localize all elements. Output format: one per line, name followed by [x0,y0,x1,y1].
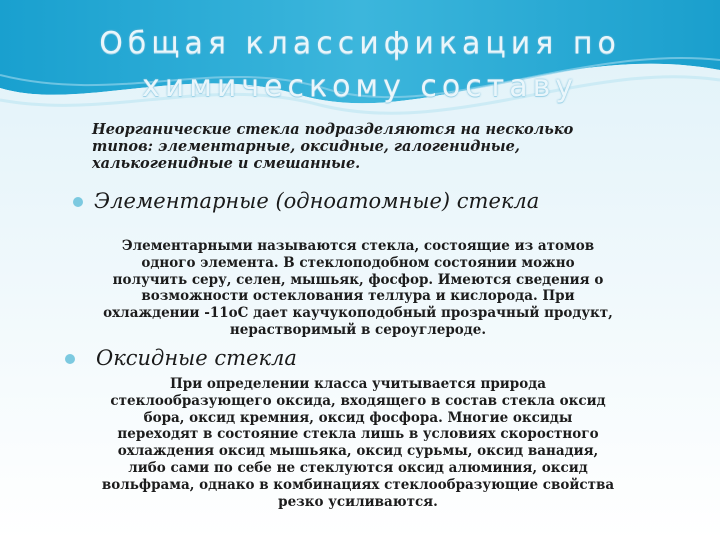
section-text-oxide [46,376,670,510]
text-line: охлаждения оксид мышьяка, оксид сурьмы, оксид ванадия, [117,443,599,460]
title-line-1: Общая классификация по [99,26,621,61]
text-line: переходят в состояние стекла лишь в условиях скоростного [117,426,599,443]
text-line: бора, оксид кремния, оксид фосфора. Многие оксиды [143,409,573,426]
section-heading-elemental: Элементарные (одноатомные) стекла [94,189,540,213]
bullet-icon [73,197,83,207]
text-line: одного элемента. В стеклоподобном состоянии можно [141,254,575,271]
text-line: получить серу, селен, мышьяк, фосфор. Имеются сведения о [112,271,604,288]
bullet-icon [65,354,75,364]
text-line: резко усиливаются. [278,493,438,510]
intro-line: Неорганические стекла подразделяются на несколько [92,121,574,138]
intro-line: халькогенидные и смешанные. [92,155,361,172]
title-line-2: химическому составу [141,69,579,104]
text-line: охлаждении -11оС дает каучукоподобный прозрачный продукт, [103,305,613,322]
intro-paragraph [92,121,612,172]
intro-line: типов: элементарные, оксидные, галогенидные, [92,138,520,155]
text-line: либо сами по себе не стеклуются оксид алюминия, оксид [128,459,588,476]
text-line: стеклообразующего оксида, входящего в состав стекла оксид [110,392,606,409]
text-line: При определении класса учитывается природа [170,376,546,392]
text-line: Элементарными называются стекла, состоящие из атомов [121,238,595,254]
text-line: возможности остеклования теллура и кислорода. При [141,288,575,305]
section-heading-oxide: Оксидные стекла [96,346,297,370]
text-line: вольфрама, однако в комбинациях стеклообразующие свойства [101,476,615,493]
text-line: нерастворимый в сероуглероде. [229,321,487,338]
section-text-elemental [46,238,670,339]
